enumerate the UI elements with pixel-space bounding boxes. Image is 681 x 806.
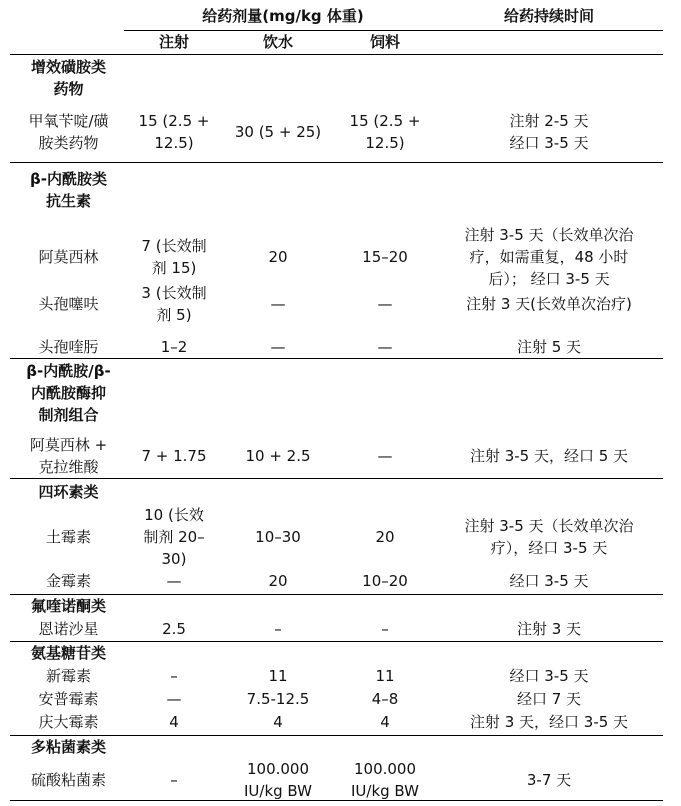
dose-feed-line: 15 (2.5 + bbox=[349, 112, 421, 130]
category-label-line: β-内酰胺/β- bbox=[26, 362, 111, 380]
category-label bbox=[16, 736, 121, 758]
header-underline bbox=[124, 30, 663, 31]
treatment-duration-line: 注射 3 天(长效单次治疗) bbox=[466, 295, 632, 313]
dose-water-line: IU/kg BW bbox=[243, 782, 313, 800]
drug-name bbox=[16, 688, 121, 710]
dose-injection bbox=[124, 711, 224, 733]
dose-feed-line: IU/kg BW bbox=[350, 782, 420, 800]
dose-feed bbox=[333, 570, 437, 592]
dose-feed-line: 15–20 bbox=[362, 248, 408, 266]
dose-injection-line: 剂 5) bbox=[156, 306, 192, 324]
category-label bbox=[16, 595, 121, 617]
category-label bbox=[16, 642, 121, 664]
dose-feed-line: — bbox=[377, 447, 393, 465]
dose-injection-line: 7 (长效制 bbox=[141, 237, 207, 255]
category-label-line: 氨基糖苷类 bbox=[30, 644, 106, 662]
category-label bbox=[16, 360, 121, 426]
dose-water bbox=[226, 665, 330, 687]
treatment-duration-line: 注射 2-5 天 bbox=[509, 112, 589, 130]
dose-injection-line: 制剂 20– bbox=[143, 528, 205, 546]
treatment-duration-line: 注射 3 天，经口 3-5 天 bbox=[469, 713, 629, 731]
dose-injection bbox=[124, 688, 224, 710]
treatment-duration-line: 注射 3-5 天（长效单次治 bbox=[464, 226, 634, 244]
treatment-duration-line: 经口 3-5 天 bbox=[509, 572, 589, 590]
treatment-duration-line: 经口 3-5 天 bbox=[509, 134, 589, 152]
dose-injection-line: 7 + 1.75 bbox=[141, 447, 207, 465]
dose-water-line: 20 bbox=[268, 248, 288, 266]
treatment-duration bbox=[440, 293, 658, 315]
header-water: 饮水 bbox=[262, 33, 293, 51]
treatment-duration bbox=[440, 515, 658, 559]
treatment-duration-line: 3-7 天 bbox=[526, 771, 572, 789]
section-rule bbox=[10, 358, 663, 359]
dose-feed bbox=[333, 758, 437, 802]
header-duration: 给药持续时间 bbox=[503, 7, 594, 25]
treatment-duration bbox=[440, 618, 658, 640]
dose-injection-line: 15 (2.5 + bbox=[138, 112, 210, 130]
dose-water bbox=[226, 570, 330, 592]
dose-water bbox=[226, 711, 330, 733]
header-feed: 饲料 bbox=[369, 33, 400, 51]
dose-injection-line: — bbox=[166, 572, 182, 590]
dose-water-line: 100.000 bbox=[246, 760, 310, 778]
drug-name-line: 硫酸粘菌素 bbox=[30, 771, 106, 789]
treatment-duration bbox=[440, 570, 658, 592]
treatment-duration-line: 注射 3-5 天（长效单次治 bbox=[464, 517, 634, 535]
dose-injection-line: 12.5) bbox=[154, 134, 194, 152]
treatment-duration bbox=[440, 110, 658, 154]
dose-water-line: 11 bbox=[268, 667, 288, 685]
dose-feed-line: — bbox=[377, 338, 393, 356]
dose-injection-line: 3 (长效制 bbox=[141, 284, 207, 302]
dose-feed bbox=[333, 246, 437, 268]
dose-feed-line: 11 bbox=[375, 667, 395, 685]
drug-name-line: 阿莫西林 + bbox=[29, 436, 108, 454]
dose-feed-line: 10–20 bbox=[362, 572, 408, 590]
treatment-duration-line: 注射 3-5 天，经口 5 天 bbox=[469, 447, 629, 465]
drug-name bbox=[16, 570, 121, 592]
dose-injection bbox=[124, 336, 224, 358]
header-dose-group: 给药剂量(mg/kg 体重) bbox=[202, 7, 364, 25]
treatment-duration bbox=[440, 769, 658, 791]
drug-name-line: 恩诺沙星 bbox=[38, 620, 99, 638]
dose-water-line: — bbox=[270, 338, 286, 356]
category-label-line: β-内酰胺类 bbox=[30, 170, 107, 188]
dose-feed bbox=[333, 711, 437, 733]
dose-water-line: 7.5-12.5 bbox=[246, 690, 310, 708]
dose-injection-line: 30) bbox=[161, 550, 187, 568]
drug-name bbox=[16, 246, 121, 268]
dose-feed bbox=[333, 526, 437, 548]
dose-injection-line: – bbox=[170, 667, 178, 685]
dose-feed bbox=[333, 293, 437, 315]
dose-injection bbox=[124, 282, 224, 326]
category-label bbox=[16, 168, 121, 212]
dose-water-line: 10 + 2.5 bbox=[245, 447, 311, 465]
dose-feed-line: 12.5) bbox=[365, 134, 405, 152]
dose-water-line: 4 bbox=[273, 713, 283, 731]
dose-feed-line: – bbox=[381, 620, 389, 638]
dose-water-line: — bbox=[270, 295, 286, 313]
drug-name bbox=[16, 769, 121, 791]
treatment-duration bbox=[440, 445, 658, 467]
dose-feed-line: 4–8 bbox=[371, 690, 399, 708]
drug-name-line: 阿莫西林 bbox=[38, 248, 99, 266]
drug-name-line: 新霉素 bbox=[45, 667, 91, 685]
dose-injection bbox=[124, 769, 224, 791]
dose-injection-line: 1–2 bbox=[160, 338, 188, 356]
dose-injection bbox=[124, 570, 224, 592]
section-rule bbox=[10, 478, 663, 479]
drug-name-line: 头孢喹肟 bbox=[38, 338, 99, 356]
category-label bbox=[16, 481, 121, 503]
dose-water bbox=[226, 121, 330, 143]
dose-water bbox=[226, 758, 330, 802]
dose-feed bbox=[333, 336, 437, 358]
category-label-line: 药物 bbox=[53, 80, 84, 98]
dose-feed bbox=[333, 110, 437, 154]
category-label-line: 氟喹诺酮类 bbox=[30, 597, 106, 615]
drug-name bbox=[16, 665, 121, 687]
treatment-duration bbox=[440, 224, 658, 290]
treatment-duration-line: 后）； 经口 3-5 天 bbox=[488, 270, 610, 288]
dose-water bbox=[226, 293, 330, 315]
treatment-duration bbox=[440, 665, 658, 687]
dose-injection-line: 10 (长效 bbox=[144, 506, 204, 524]
treatment-duration bbox=[440, 336, 658, 358]
section-rule bbox=[10, 800, 663, 801]
dose-feed-line: 20 bbox=[375, 528, 395, 546]
dose-feed-line: — bbox=[377, 295, 393, 313]
drug-name-line: 甲氧苄啶/磺 bbox=[28, 112, 109, 130]
drug-name bbox=[16, 293, 121, 315]
dose-injection bbox=[124, 618, 224, 640]
category-label-line: 增效磺胺类 bbox=[30, 58, 106, 76]
dose-feed-line: 4 bbox=[380, 713, 390, 731]
dose-feed bbox=[333, 445, 437, 467]
treatment-duration-line: 疗，如需重复，48 小时 bbox=[469, 248, 629, 266]
drug-name-line: 金霉素 bbox=[45, 572, 91, 590]
dose-feed bbox=[333, 618, 437, 640]
drug-name-line: 安普霉素 bbox=[38, 690, 99, 708]
treatment-duration-line: 疗），经口 3-5 天 bbox=[490, 539, 608, 557]
drug-name bbox=[16, 434, 121, 478]
dose-feed bbox=[333, 665, 437, 687]
dose-water bbox=[226, 618, 330, 640]
section-rule bbox=[10, 162, 663, 163]
dose-injection bbox=[124, 504, 224, 570]
dose-injection-line: 4 bbox=[169, 713, 179, 731]
dose-injection-line: – bbox=[170, 771, 178, 789]
drug-name bbox=[16, 711, 121, 733]
drug-name bbox=[16, 618, 121, 640]
dose-injection bbox=[124, 110, 224, 154]
drug-name-line: 庆大霉素 bbox=[38, 713, 99, 731]
dose-injection bbox=[124, 445, 224, 467]
dose-water-line: 20 bbox=[268, 572, 288, 590]
dose-injection-line: — bbox=[166, 690, 182, 708]
drug-name-line: 克拉维酸 bbox=[38, 458, 99, 476]
treatment-duration-line: 注射 5 天 bbox=[516, 338, 582, 356]
treatment-duration-line: 经口 3-5 天 bbox=[509, 667, 589, 685]
dose-injection bbox=[124, 665, 224, 687]
dose-water bbox=[226, 336, 330, 358]
dose-water-line: 10–30 bbox=[255, 528, 301, 546]
header-rule bbox=[10, 54, 663, 55]
treatment-duration bbox=[440, 688, 658, 710]
category-label-line: 多粘菌素类 bbox=[30, 738, 106, 756]
dose-water bbox=[226, 246, 330, 268]
category-label-line: 制剂组合 bbox=[38, 406, 99, 424]
treatment-duration bbox=[440, 711, 658, 733]
drug-name bbox=[16, 336, 121, 358]
category-label-line: 抗生素 bbox=[45, 192, 91, 210]
dose-injection-line: 2.5 bbox=[162, 620, 186, 638]
dose-injection bbox=[124, 235, 224, 279]
dose-water bbox=[226, 526, 330, 548]
drug-name-line: 土霉素 bbox=[45, 528, 91, 546]
dose-water bbox=[226, 688, 330, 710]
treatment-duration-line: 注射 3 天 bbox=[516, 620, 582, 638]
drug-name-line: 胺类药物 bbox=[38, 134, 99, 152]
dose-feed-line: 100.000 bbox=[353, 760, 417, 778]
treatment-duration-line: 经口 7 天 bbox=[516, 690, 582, 708]
dose-water-line: 30 (5 + 25) bbox=[234, 123, 322, 141]
drug-name bbox=[16, 110, 121, 154]
dose-water bbox=[226, 445, 330, 467]
header-injection: 注射 bbox=[158, 33, 189, 51]
dose-injection-line: 剂 15) bbox=[151, 259, 197, 277]
drug-name-line: 头孢噻呋 bbox=[38, 295, 99, 313]
dose-water-line: – bbox=[274, 620, 282, 638]
drug-name bbox=[16, 526, 121, 548]
category-label-line: 四环素类 bbox=[38, 483, 99, 501]
category-label-line: 内酰胺酶抑 bbox=[30, 384, 106, 402]
dose-feed bbox=[333, 688, 437, 710]
category-label bbox=[16, 56, 121, 100]
